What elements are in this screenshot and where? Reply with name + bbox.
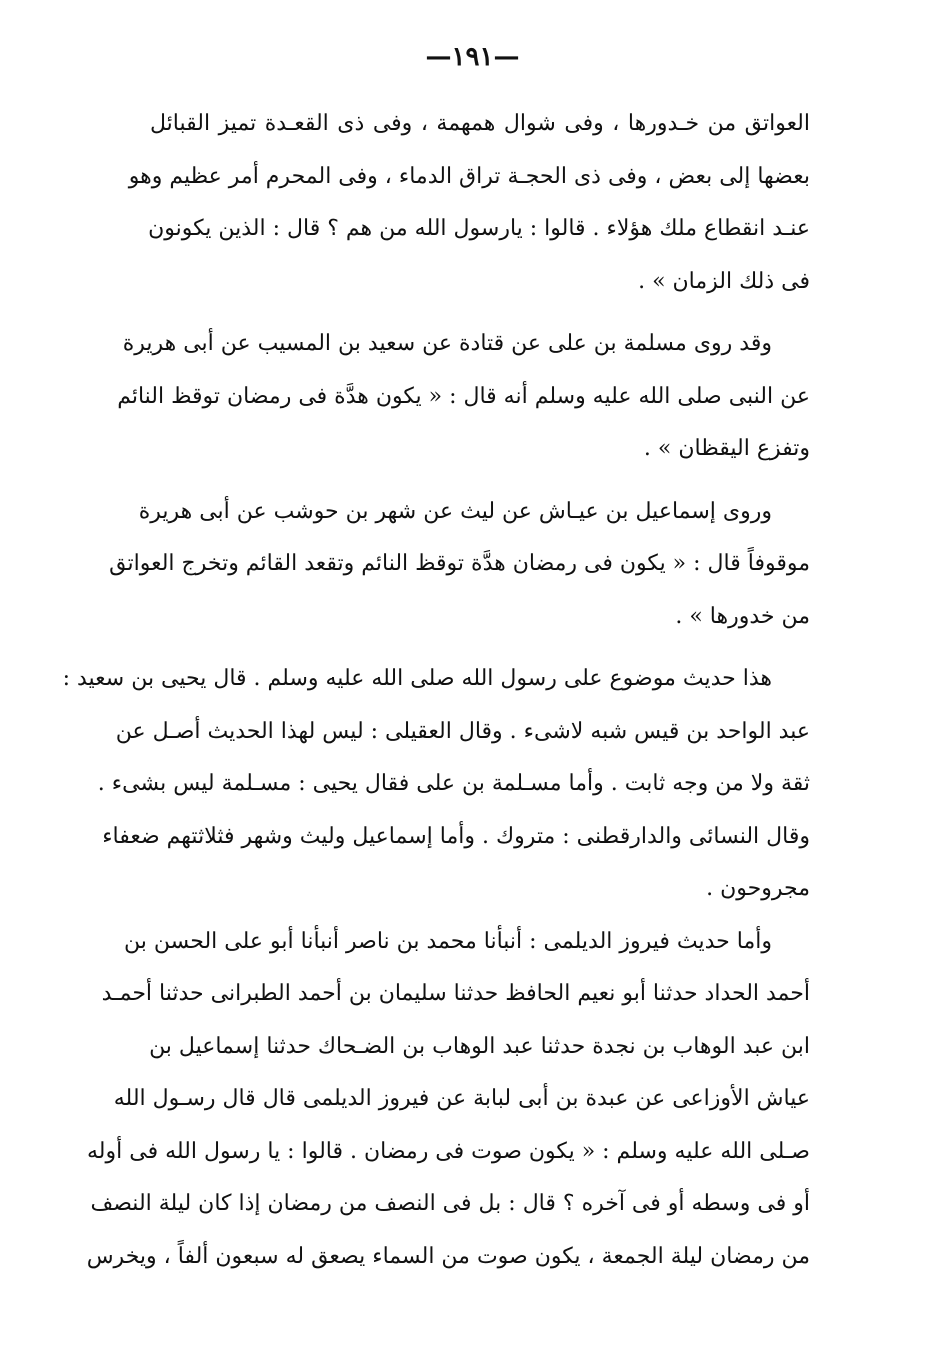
text-line: وأما حديث فيروز الديلمى : أنبأنا محمد بن ناصر أنبأنا أبو على الحسن بن [124,928,772,954]
text-line: عبد الواحد بن قيس شبه لاشىء . وقال العقيلى : ليس لهذا الحديث أصـل عن [115,718,810,744]
page-number: —١٩١— [425,42,520,72]
text-line: وتفزع اليقظان » . [643,436,810,461]
text-line: هذا حديث موضوع على رسول الله صلى الله عليه وسلم . قال يحيى بن سعيد : [62,666,772,691]
text-line: بعضها إلى بعض ، وفى ذى الحجـة تراق الدماء ، وفى المحرم أمر عظيم وهو [128,163,810,189]
text-line: أو فى وسطه أو فى آخره ؟ قال : بل فى النصف من رمضان إذا كان ليلة النصف [90,1191,810,1216]
text-line: موقوفاً قال : « يكون فى رمضان هدَّة توقظ النائم وتقعد القائم وتخرج العواتق [109,551,810,576]
paragraph-5 [86,916,810,1284]
text-line: مجروحون . [706,876,810,901]
text-line: أحمد الحداد حدثنا أبو نعيم الحافظ حدثنا سليمان بن أحمد الطبرانى حدثنا أحمـد [101,981,810,1006]
text-line: من خدورها » . [675,603,810,629]
text-line: من رمضان ليلة الجمعة ، يكون صوت من السماء يصعق له سبعون ألفاً ، ويخرس [86,1243,810,1269]
paragraph-3 [109,486,810,644]
paragraph-1 [128,98,810,308]
text-line: عياش الأوزاعى عن عبدة بن أبى لبابة عن فيروز الديلمى قال قال رسـول الله [113,1086,810,1111]
text-line: ابن عبد الوهاب بن نجدة حدثنا عبد الوهاب بن الضـحاك حدثنا إسماعيل بن [149,1033,810,1059]
text-line: وروى إسماعيل بن عيـاش عن ليث عن شهر بن حوشب عن أبى هريرة [138,498,772,524]
text-line: فى ذلك الزمان » . [638,268,810,294]
text-line: ثقة ولا من وجه ثابت . وأما مسـلمة بن على فقال يحيى : مسـلمة ليس بشىء . [97,771,810,796]
body-text [62,98,810,1283]
paragraph-4 [62,653,810,916]
text-line: وقال النسائى والدارقطنى : متروك . وأما إسماعيل وليث وشهر فثلاثتهم ضعفاء [102,823,810,849]
paragraph-2 [117,318,810,476]
text-line: العواتق من خـدورها ، وفى شوال همهمة ، وفى ذى القعـدة تميز القبائل [150,111,810,136]
text-line: وقد روى مسلمة بن على عن قتادة عن سعيد بن المسيب عن أبى هريرة [122,331,772,356]
text-line: عنـد انقطاع ملك هؤلاء . قالوا : يارسول الله من هم ؟ قال : الذين يكونون [148,216,810,241]
text-line: صـلى الله عليه وسلم : « يكون صوت فى رمضان . قالوا : يا رسول الله فى أوله [87,1138,810,1164]
text-line: عن النبى صلى الله عليه وسلم أنه قال : « يكون هدَّة فى رمضان توقظ النائم [117,383,810,409]
